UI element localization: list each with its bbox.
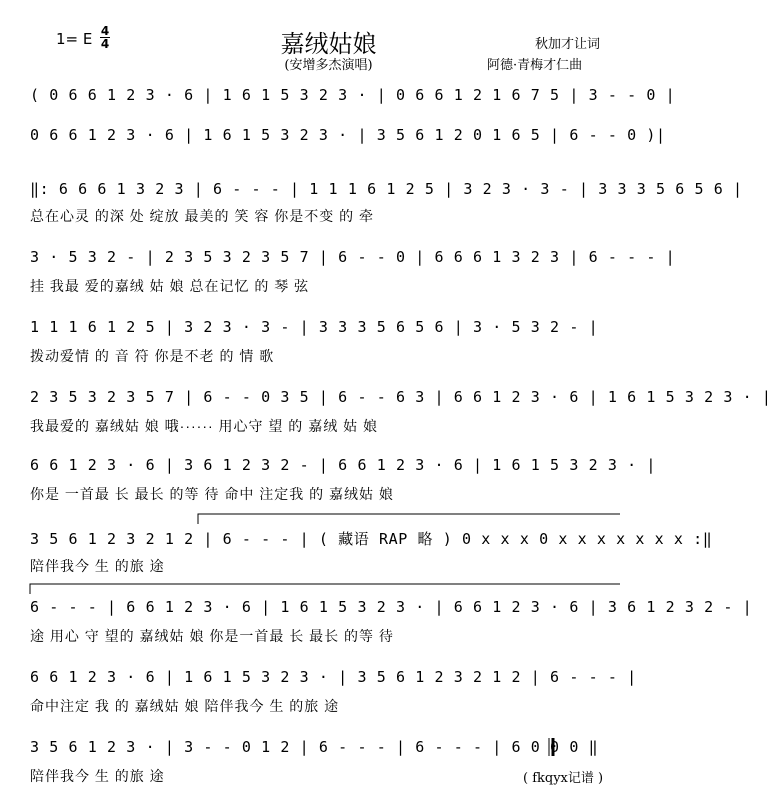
lyric-line-4: 挂 我最 爱的嘉绒 姑 娘 总在记忆 的 琴 弦 [30,278,310,294]
notation-line-9: 6 - - - | 6 6 1 2 3 · 6 | 1 6 1 5 3 2 3 · | 6 6 1 2 3 · 6 | 3 6 1 2 3 2 - | [30,598,753,616]
transcriber-credit: ( fkqyx记谱 ) [523,771,604,786]
lyric-line-5: 拨动爱情 的 音 符 你是不老 的 情 歌 [30,348,275,364]
notation-line-4: 3 · 5 3 2 - | 2 3 5 3 2 3 5 7 | 6 - - 0 | 6 6 6 1 3 2 3 | 6 - - - | [30,248,676,266]
volta-bracket-1 [198,514,620,524]
notation-line-2: 0 6 6 1 2 3 · 6 | 1 6 1 5 3 2 3 · | 3 5 6 1 2 0 1 6 5 | 6 - - 0 )| [30,126,666,144]
performer-note: (安增多杰演唱) [284,58,373,73]
lyricist-credit: 秋加才让词 [535,37,601,52]
lyric-line-7: 你是 一首最 长 最长 的等 待 命中 注定我 的 嘉绒姑 娘 [30,486,394,502]
notation-line-10: 6 6 1 2 3 · 6 | 1 6 1 5 3 2 3 · | 3 5 6 1 2 3 2 1 2 | 6 - - - | [30,668,637,686]
volta-bracket-2 [30,584,620,594]
lyric-line-6: 我最爱的 嘉绒姑 娘 哦······ 用心守 望 的 嘉绒 姑 娘 [30,418,378,434]
lyric-line-9: 途 用心 守 望的 嘉绒姑 娘 你是一首最 长 最长 的等 待 [30,628,394,644]
lyric-line-8: 陪伴我今 生 的旅 途 [30,558,165,574]
lyric-line-10: 命中注定 我 的 嘉绒姑 娘 陪伴我今 生 的旅 途 [30,698,340,714]
notation-line-3: ‖: 6 6 6 1 3 2 3 | 6 - - - | 1 1 1 6 1 2 5 | 3 2 3 · 3 - | 3 3 3 5 6 5 6 | [30,180,743,198]
composer-credit: 阿德·青梅才仁曲 [487,58,583,73]
key-signature: 1= E [56,30,93,48]
notation-line-7: 6 6 1 2 3 · 6 | 3 6 1 2 3 2 - | 6 6 1 2 3 · 6 | 1 6 1 5 3 2 3 · | [30,456,656,474]
lyric-line-3: 总在心灵 的深 处 绽放 最美的 笑 容 你是不变 的 牵 [30,208,375,224]
notation-line-1: ( 0 6 6 1 2 3 · 6 | 1 6 1 5 3 2 3 · | 0 6 6 1 2 1 6 7 5 | 3 - - 0 | [30,86,676,104]
song-title: 嘉绒姑娘 [280,30,377,58]
lyric-line-11: 陪伴我今 生 的旅 途 [30,768,165,784]
notation-line-11: 3 5 6 1 2 3 · | 3 - - 0 1 2 | 6 - - - | 6 - - - | 6 0 0 0 ‖ [30,738,599,756]
time-signature-numerator: 4 [100,24,110,38]
notation-line-5: 1 1 1 6 1 2 5 | 3 2 3 · 3 - | 3 3 3 5 6 5 6 | 3 · 5 3 2 - | [30,318,599,336]
final-barline [549,738,553,756]
notation-line-8: 3 5 6 1 2 3 2 1 2 | 6 - - - | ( 藏语 RAP 略 ) 0 x x x 0 x x x x x x x :‖ [30,530,713,548]
notation-line-6: 2 3 5 3 2 3 5 7 | 6 - - 0 3 5 | 6 - - 6 3 | 6 6 1 2 3 · 6 | 1 6 1 5 3 2 3 · | [30,388,772,406]
time-signature-denominator: 4 [100,37,110,51]
